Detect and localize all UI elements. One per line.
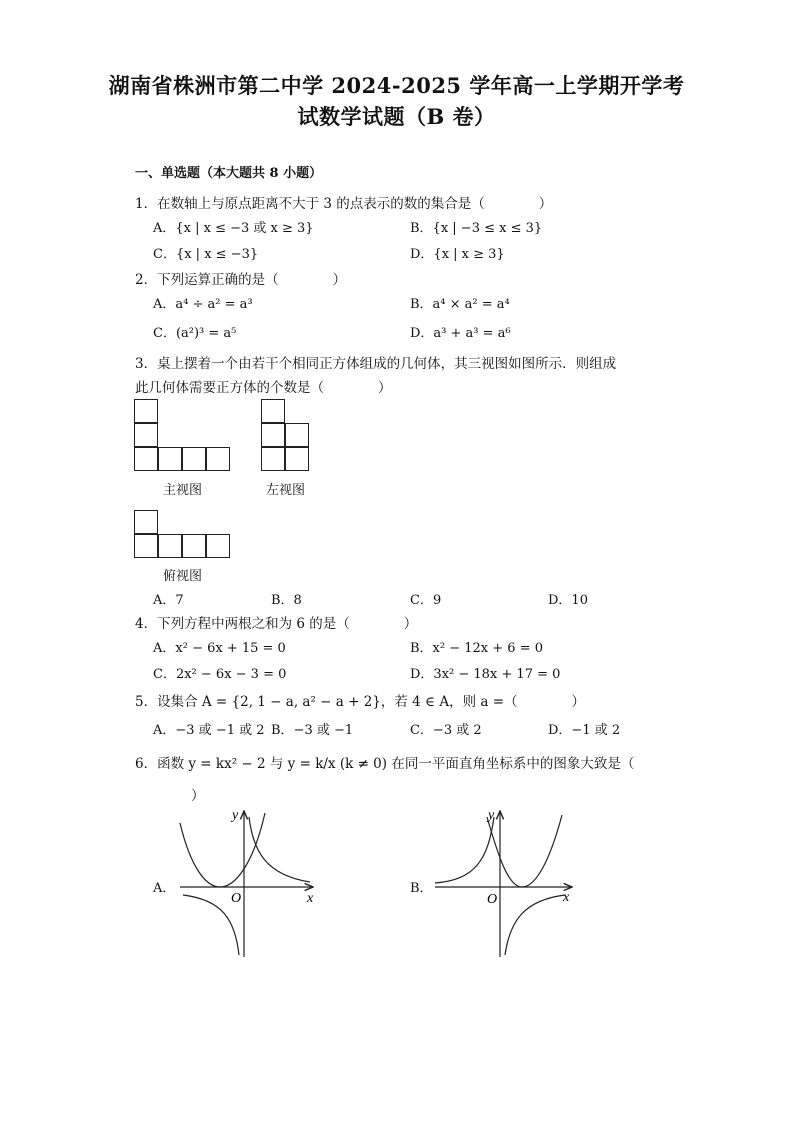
q3-front-view <box>134 399 234 473</box>
q6-option-b-label: B． <box>410 881 433 896</box>
q5-option-a: A．−3 或 −1 或 2 <box>153 723 265 738</box>
graph-b-x-label: x <box>563 890 570 905</box>
front-cell <box>134 399 158 423</box>
q6-graph-a <box>175 805 320 960</box>
q1-option-c: C．{x | x ≤ −3} <box>153 247 259 262</box>
q5-option-d: D．−1 或 2 <box>548 723 621 738</box>
top-cell <box>182 534 206 558</box>
top-cell <box>134 534 158 558</box>
q2-option-d: D．a³ + a³ = a⁶ <box>410 326 511 341</box>
q5-option-b: B．−3 或 −1 <box>271 723 354 738</box>
left-cell <box>285 423 309 447</box>
top-cell <box>134 510 158 534</box>
q6-graph-b <box>430 805 580 960</box>
q4-option-d: D．3x² − 18x + 17 = 0 <box>410 667 561 682</box>
front-cell <box>158 447 182 471</box>
q3-stem-line1: 3．桌上摆着一个由若干个相同正方体组成的几何体，其三视图如图所示．则组成 <box>135 356 617 372</box>
graph-a-y-label: y <box>232 808 239 823</box>
graph-b-origin-label: O <box>487 892 498 907</box>
q4-option-a: A．x² − 6x + 15 = 0 <box>153 641 286 656</box>
graph-a-parabola <box>180 813 265 887</box>
q5-option-c: C．−3 或 2 <box>410 723 482 738</box>
q6-stem: 6．函数 y = kx² − 2 与 y = k/x (k ≠ 0) 在同一平面直角坐标系中的图象大致是（ <box>135 756 635 772</box>
q1-stem: 1．在数轴上与原点距离不大于 3 的点表示的数的集合是（ ） <box>135 196 553 212</box>
graph-b-hyperbola-q4 <box>505 895 565 955</box>
q3-option-d: D．10 <box>548 593 588 608</box>
graph-b-parabola <box>487 815 562 887</box>
q2-option-a: A．a⁴ ÷ a² = a³ <box>153 297 253 312</box>
q1-option-b: B．{x | −3 ≤ x ≤ 3} <box>410 221 543 236</box>
left-cell <box>285 447 309 471</box>
q3-left-view <box>261 399 313 473</box>
q6-stem-close: ） <box>191 788 205 804</box>
q3-front-view-label: 主视图 <box>163 483 203 498</box>
left-cell <box>261 399 285 423</box>
q1-option-d: D．{x | x ≥ 3} <box>410 247 505 262</box>
graph-a-x-label: x <box>307 891 314 906</box>
graph-a-hyperbola-q1 <box>249 817 310 882</box>
top-cell <box>206 534 230 558</box>
section-heading: 一、单选题（本大题共 8 小题） <box>135 166 323 181</box>
q5-stem: 5．设集合 A = {2, 1 − a, a² − a + 2}，若 4 ∈ A，则 a =（ ） <box>135 694 586 710</box>
q3-left-view-label: 左视图 <box>266 483 306 498</box>
q1-option-a: A．{x | x ≤ −3 或 x ≥ 3} <box>153 221 314 236</box>
front-cell <box>206 447 230 471</box>
q4-stem: 4．下列方程中两根之和为 6 的是（ ） <box>135 616 418 632</box>
q2-option-b: B．a⁴ × a² = a⁴ <box>410 297 510 312</box>
q4-option-c: C．2x² − 6x − 3 = 0 <box>153 667 287 682</box>
left-cell <box>261 423 285 447</box>
q3-top-view-label: 俯视图 <box>163 569 203 584</box>
q3-top-view <box>134 510 234 560</box>
page-title-line2: 试数学试题（B 卷） <box>297 104 496 129</box>
graph-b-y-label: y <box>488 808 495 823</box>
q2-option-c: C．(a²)³ = a⁵ <box>153 326 237 341</box>
page-title-line1: 湖南省株洲市第二中学 2024-2025 学年高一上学期开学考 <box>108 73 685 98</box>
front-cell <box>182 447 206 471</box>
q3-stem-line2: 此几何体需要正方体的个数是（ ） <box>135 380 392 396</box>
top-cell <box>158 534 182 558</box>
q6-option-a-label: A． <box>153 881 176 896</box>
left-cell <box>261 447 285 471</box>
q2-stem: 2．下列运算正确的是（ ） <box>135 272 347 288</box>
q3-option-a: A．7 <box>153 593 184 608</box>
q3-option-c: C．9 <box>410 593 442 608</box>
graph-b-hyperbola-q2 <box>435 817 494 883</box>
graph-a-origin-label: O <box>231 891 242 906</box>
q4-option-b: B．x² − 12x + 6 = 0 <box>410 641 543 656</box>
front-cell <box>134 423 158 447</box>
q3-option-b: B．8 <box>271 593 302 608</box>
front-cell <box>134 447 158 471</box>
